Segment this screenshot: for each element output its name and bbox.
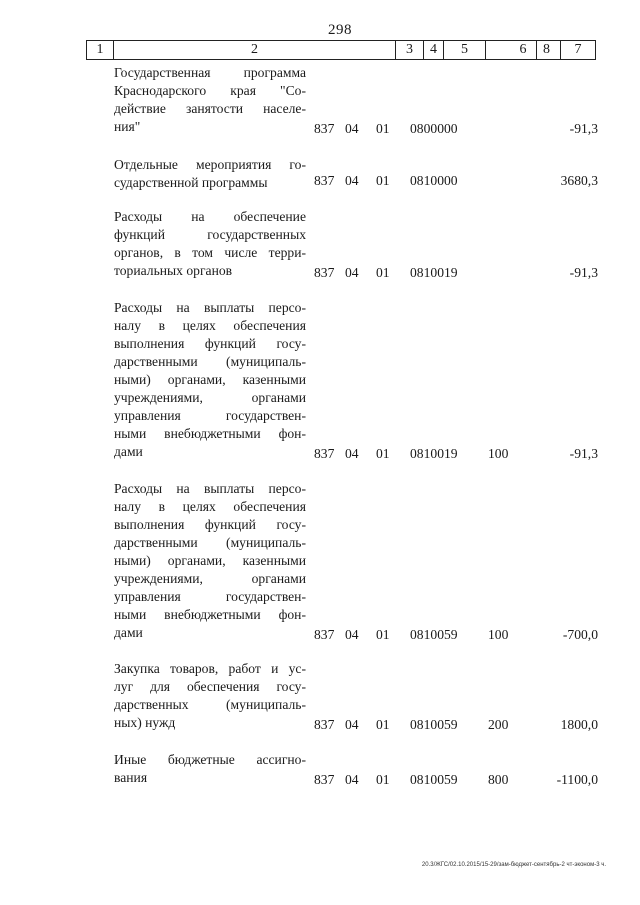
cell-col-5: 01: [376, 717, 390, 732]
cell-col-7: 100: [488, 446, 509, 461]
description-line: Отдельные мероприятия го-: [114, 157, 306, 172]
cell-col-7: 200: [488, 717, 509, 732]
row-description: [114, 156, 306, 192]
page-number: 298: [328, 22, 352, 38]
cell-col-4: 04: [345, 446, 359, 461]
cell-col-4: 04: [345, 627, 359, 642]
description-line: Расходы на выплаты персо-: [114, 300, 306, 315]
description-line: действие занятости населе-: [114, 101, 306, 116]
description-line: функций государственных: [114, 227, 306, 242]
header-col-2: 2: [113, 41, 395, 59]
cell-col-4: 04: [345, 121, 359, 136]
footer-note: 20.3/ЖГС/02.10.2015/15-29/зам-бюджет-сентябрь-2 чт-эконом-3 ч.: [421, 862, 606, 868]
cell-col-5: 01: [376, 772, 390, 787]
cell-col-8: -91,3: [569, 446, 598, 461]
description-line: вания: [114, 770, 148, 785]
description-line: ных) нужд: [114, 715, 176, 730]
row-description: [114, 480, 306, 642]
header-col-5: 5: [443, 41, 485, 59]
description-line: дарственными (муниципаль-: [114, 535, 306, 550]
description-line: луг для обеспечения госу-: [114, 679, 306, 694]
cell-col-8: -1100,0: [556, 772, 598, 787]
cell-col-8: -91,3: [569, 121, 598, 136]
cell-col-8: 3680,3: [560, 173, 598, 188]
cell-col-3: 837: [314, 446, 335, 461]
cell-col-6: 0800000: [410, 121, 458, 136]
description-line: ными) органами, казенными: [114, 553, 306, 568]
description-line: дарственными (муниципаль-: [114, 354, 306, 369]
cell-col-5: 01: [376, 173, 390, 188]
description-line: сударственной программы: [114, 175, 268, 190]
description-line: ными внебюджетными фон-: [114, 607, 306, 622]
cell-col-3: 837: [314, 173, 335, 188]
description-line: Закупка товаров, работ и ус-: [114, 661, 306, 676]
table-header: [86, 40, 596, 60]
description-line: Краснодарского края "Со-: [114, 83, 306, 98]
description-line: Государственная программа: [114, 65, 306, 80]
cell-col-7: 100: [488, 627, 509, 642]
description-line: управления государствен-: [114, 589, 306, 604]
description-line: ния": [114, 119, 141, 134]
header-col-3: 3: [395, 41, 423, 59]
cell-col-6: 0810019: [410, 265, 458, 280]
description-line: учреждениями, органами: [114, 571, 306, 586]
header-col-8: 8: [536, 40, 556, 60]
row-description: [114, 660, 306, 732]
description-line: Расходы на обеспечение: [114, 209, 306, 224]
cell-col-5: 01: [376, 265, 390, 280]
cell-col-3: 837: [314, 627, 335, 642]
cell-col-3: 837: [314, 265, 335, 280]
description-line: выполнения функций госу-: [114, 336, 306, 351]
description-line: Иные бюджетные ассигно-: [114, 752, 306, 767]
description-line: налу в целях обеспечения: [114, 318, 306, 333]
row-description: [114, 751, 306, 787]
cell-col-6: 0810059: [410, 627, 458, 642]
cell-col-6: 0810059: [410, 772, 458, 787]
cell-col-6: 0810019: [410, 446, 458, 461]
description-line: ными) органами, казенными: [114, 372, 306, 387]
header-col-1: 1: [96, 42, 104, 57]
cell-col-8: 1800,0: [560, 717, 598, 732]
row-description: [114, 208, 306, 280]
header-col-6: 6: [485, 41, 560, 59]
row-description: [114, 299, 306, 461]
cell-col-3: 837: [314, 121, 335, 136]
description-line: ными внебюджетными фон-: [114, 426, 306, 441]
description-line: учреждениями, органами: [114, 390, 306, 405]
cell-col-4: 04: [345, 772, 359, 787]
description-line: Расходы на выплаты персо-: [114, 481, 306, 496]
cell-col-3: 837: [314, 772, 335, 787]
cell-col-4: 04: [345, 265, 359, 280]
cell-col-5: 01: [376, 627, 390, 642]
row-description: [114, 64, 306, 136]
cell-col-5: 01: [376, 121, 390, 136]
description-line: ториальных органов: [114, 263, 233, 278]
description-line: налу в целях обеспечения: [114, 499, 306, 514]
description-line: дарственных (муниципаль-: [114, 697, 306, 712]
cell-col-8: -91,3: [569, 265, 598, 280]
cell-col-4: 04: [345, 717, 359, 732]
cell-col-3: 837: [314, 717, 335, 732]
header-col-4: 4: [423, 41, 443, 59]
header-col-7: 7: [560, 41, 595, 59]
description-line: выполнения функций госу-: [114, 517, 306, 532]
description-line: управления государствен-: [114, 408, 306, 423]
cell-col-6: 0810059: [410, 717, 458, 732]
description-line: дами: [114, 625, 143, 640]
cell-col-7: 800: [488, 772, 509, 787]
cell-col-4: 04: [345, 173, 359, 188]
cell-col-5: 01: [376, 446, 390, 461]
description-line: органов, в том числе терри-: [114, 245, 306, 260]
description-line: дами: [114, 444, 143, 459]
cell-col-8: -700,0: [562, 627, 598, 642]
cell-col-6: 0810000: [410, 173, 458, 188]
